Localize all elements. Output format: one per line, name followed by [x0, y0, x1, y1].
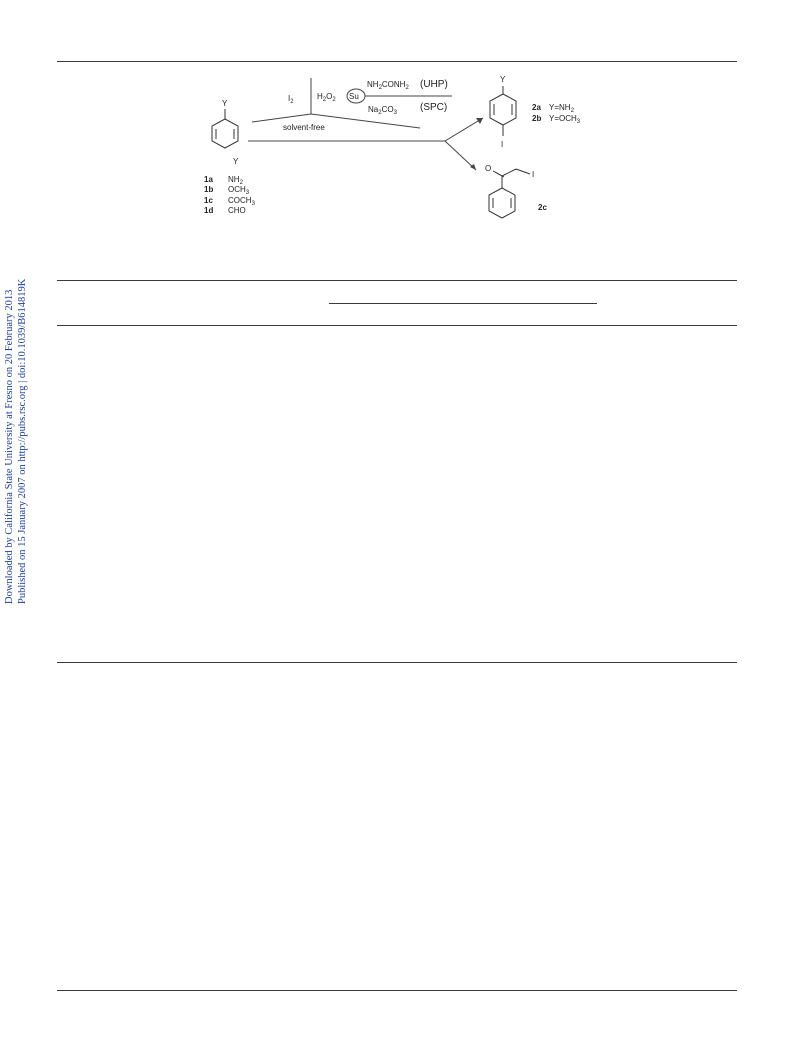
product-2a-label: 2a	[532, 103, 541, 112]
download-note-line1: Downloaded by California State University at Fresno on 20 February 2013	[4, 289, 15, 604]
reactant-1d-label: 1d	[204, 206, 214, 215]
urea-label: $NH_2CONH_2$	[367, 80, 409, 91]
product-iodo-label: I	[501, 140, 504, 149]
product-2c-label: 2c	[538, 203, 547, 212]
product-2b-label: 2b	[532, 114, 542, 123]
top-rule	[57, 61, 737, 62]
download-note	[4, 290, 15, 604]
h2o2-label: $H_2O_2$	[317, 92, 336, 103]
publish-note-line2: Published on 15 January 2007 on http://pubs.rsc.org | doi:10.1039/B614819K	[17, 278, 28, 604]
reactant-1b-label: 1b	[204, 185, 214, 194]
reactant-y-label: Y	[222, 99, 228, 108]
page-bottom-rule	[57, 990, 737, 991]
product-2a-group: $Y=NH_2$	[549, 103, 574, 114]
reactant-1a-label: 1a	[204, 175, 213, 184]
table-top-rule	[57, 280, 737, 281]
table-bottom-rule	[57, 662, 737, 663]
publish-note	[17, 279, 28, 604]
reactant-list	[204, 175, 256, 215]
product-y-label: Y	[500, 75, 506, 84]
product-2c-oxygen: O	[485, 164, 492, 173]
reactant-para-y-label: Y	[233, 157, 239, 166]
table-header-rule	[57, 325, 737, 326]
carbonate-label: $Na_2CO_3$	[368, 105, 397, 116]
reaction-scheme	[190, 72, 610, 232]
spc-label: (SPC)	[420, 102, 448, 113]
product-benzene-ring	[490, 86, 516, 136]
table-header-span-rule	[329, 303, 597, 304]
su-label: Su	[349, 92, 359, 101]
reactant-1a-group: $NH_2$	[228, 175, 243, 186]
reactant-1d-group: CHO	[228, 206, 246, 215]
reactant-1b-group: $OCH_3$	[228, 185, 250, 196]
reactant-1c-label: 1c	[204, 196, 213, 205]
reactant-1c-group: $COCH_3$	[228, 196, 255, 207]
iodine-reagent: $I_2$	[288, 94, 294, 105]
solvent-label: solvent-free	[283, 123, 325, 132]
reactant-benzene-ring	[212, 109, 238, 148]
uhp-label: (UHP)	[420, 79, 448, 90]
arrowheads	[470, 118, 483, 170]
product-2b-group: $Y=OCH_3$	[549, 114, 581, 125]
product-2c-iodine: I	[532, 170, 535, 179]
product-2c-structure	[489, 169, 530, 218]
